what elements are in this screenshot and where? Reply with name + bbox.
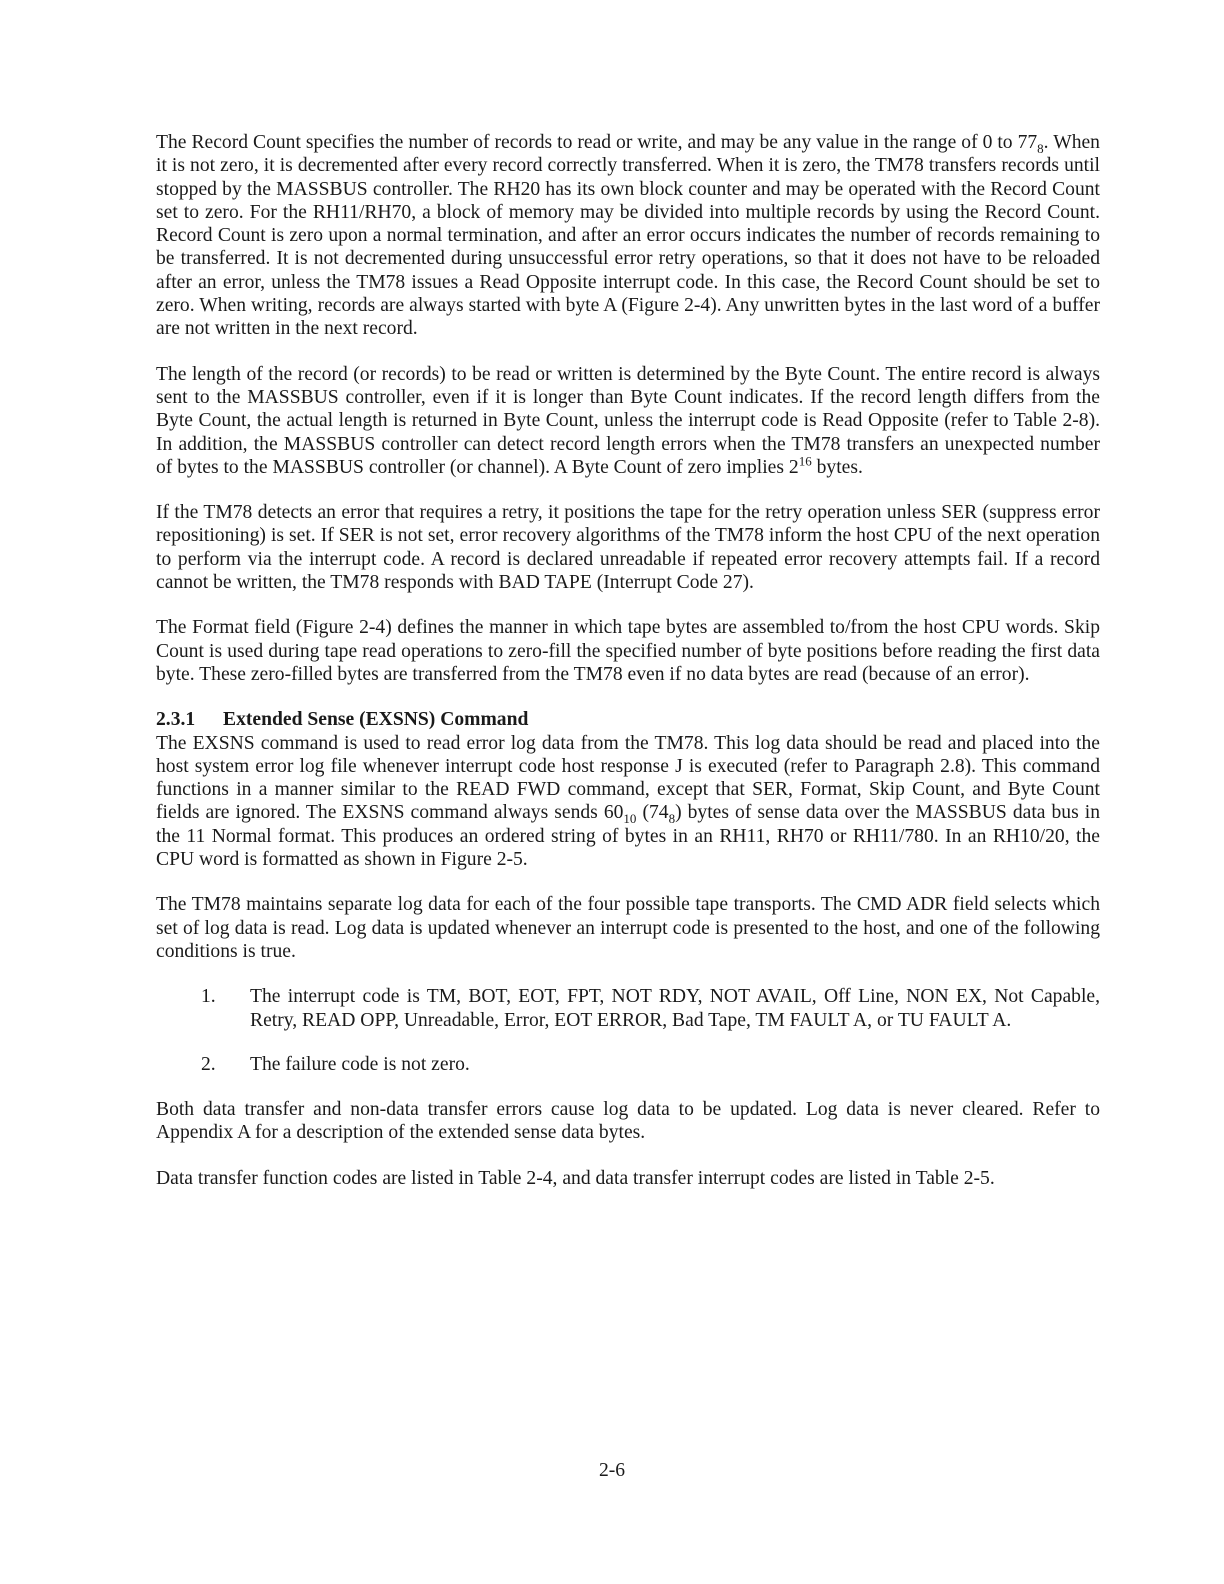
paragraph-log-update: Both data transfer and non-data transfer errors cause log data to be updated. Log data is never cleared. Refer to Appendix A for a description of the extended sense data bytes. [156, 1099, 1100, 1144]
section-number: 2.3.1 [156, 709, 196, 731]
paragraph-error-retry: If the TM78 detects an error that requires a retry, it positions the tape for the retry operation unless SER (suppress error repositioning) is set. If SER is not set, error recovery algorithms of the TM78 inform the host CPU of the next operation to perform via the interrupt code. A record is declared unreadable if repeated error recovery attempts fail. If a record cannot be written, the TM78 responds with BAD TAPE (Interrupt Code 27). [156, 502, 1100, 594]
section-title: Extended Sense (EXSNS) Command [223, 709, 529, 731]
paragraph-exsns: The EXSNS command is used to read error log data from the TM78. This log data should be read and placed into the host system error log file whenever interrupt code host response J is executed (refer to Paragraph 2.8). This command functions in a manner similar to the READ FWD command, except that SER, Format, Skip Count, and Byte Count fields are ignored. The EXSNS command always sends $60_{10}$ $(74_8)$ bytes of sense data over the MASSBUS data bus in the 11 Normal format. This produces an ordered string of bytes in an RH11, RH70 or RH11/780. In an RH10/20, the CPU word is formatted as shown in Figure 2-5. [156, 732, 1100, 871]
page-number: 2-6 [598, 1460, 626, 1481]
list-item-text: The interrupt code is TM, BOT, EOT, FPT, NOT RDY, NOT AVAIL, Off Line, NON EX, Not Capable, Retry, READ OPP, Unreadable, Error, EOT ERROR, Bad Tape, TM FAULT A, or TU FAULT A. [250, 986, 1100, 1031]
list-item [156, 1053, 1100, 1076]
conditions-list [156, 985, 1100, 1076]
document-body [156, 131, 1100, 1212]
paragraph-byte-count: The length of the record (or records) to be read or written is determined by the Byte Count. The entire record is always sent to the MASSBUS controller, even if it is longer than Byte Count indicates. If the record length differs from the Byte Count, the actual length is returned in Byte Count, unless the interrupt code is Read Opposite (refer to Table 2-8). In addition, the MASSBUS controller can detect record length errors when the TM78 transfers an unexpected number of bytes to the MASSBUS controller (or channel). A Byte Count of zero implies $2^{16}$ bytes. [156, 363, 1100, 478]
list-item [156, 985, 1100, 1032]
paragraph-function-codes: Data transfer function codes are listed in Table 2-4, and data transfer interrupt codes are listed in Table 2-5. [156, 1167, 995, 1189]
paragraph-format-field: The Format field (Figure 2-4) defines the manner in which tape bytes are assembled to/from the host CPU words. Skip Count is used during tape read operations to zero-fill the specified number of byte positions before reading the first data byte. These zero-filled bytes are transferred from the TM78 even if no data bytes are read (because of an error). [156, 617, 1100, 685]
list-marker: 1. [201, 986, 216, 1008]
list-item-text: The failure code is not zero. [250, 1053, 470, 1075]
section-heading [156, 708, 1100, 731]
paragraph-log-data: The TM78 maintains separate log data for each of the four possible tape transports. The CMD ADR field selects which set of log data is read. Log data is updated whenever an interrupt code is presented to the host, and one of the following conditions is true. [156, 894, 1100, 962]
paragraph-record-count: The Record Count specifies the number of records to read or write, and may be any value in the range of 0 to $77_8$. When it is not zero, it is decremented after every record correctly transferred. When it is zero, the TM78 transfers records until stopped by the MASSBUS controller. The RH20 has its own block counter and may be operated with the Record Count set to zero. For the RH11/RH70, a block of memory may be divided into multiple records by using the Record Count. Record Count is zero upon a normal termination, and after an error occurs indicates the number of records remaining to be transferred. It is not decremented during unsuccessful error retry operations, so that it does not have to be reloaded after an error, unless the TM78 issues a Read Opposite interrupt code. In this case, the Record Count should be set to zero. When writing, records are always started with byte A (Figure 2-4). Any unwritten bytes in the last word of a buffer are not written in the next record. [156, 132, 1100, 340]
list-marker: 2. [201, 1053, 216, 1075]
